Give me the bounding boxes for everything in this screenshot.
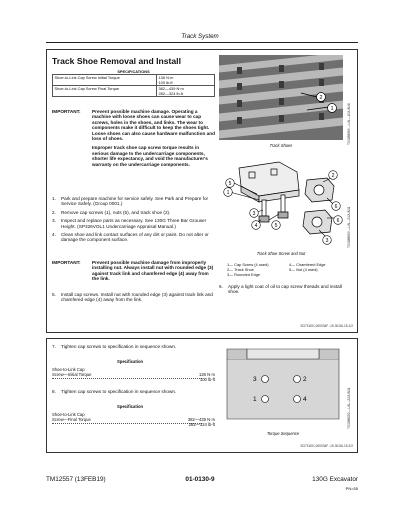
diagram-callout: 4 [254,223,258,229]
spec-value: 136 N·m [198,372,215,377]
spec-values [175,418,215,428]
sequence-number: 2 [303,376,307,383]
legend-item: 2— Track Shoe [227,267,254,272]
step-5 [52,292,217,303]
diagram-callout: 2 [331,173,335,179]
steps-list [52,196,217,246]
step-number: 3. [52,218,56,224]
spec-value: 382—439 N·m [187,417,215,422]
screw-nut-illustration [219,150,343,250]
spec-label-final: Shoe-to-Link Cap Screw Final Torque [53,86,157,97]
diagram-callout: 6 [334,204,338,210]
legend-item: 5— Nut (4 used) [289,267,318,272]
photo-image-id: TX1088889 —UN—19JUN18 [347,103,351,145]
screw-nut-diagram [219,150,343,250]
step-number: 4. [52,232,56,238]
spec-title: Specification [117,359,144,364]
torque-sequence-illustration [223,345,343,427]
torque-section [46,338,358,453]
reference-id: SG7130I1,000034F -19-30JUL15-2/2 [300,444,353,448]
reference-id: SG7130I1,000034F -19-30JUL15-1/2 [300,324,353,328]
diagram-callout: 6 [336,218,340,224]
important-lead: IMPORTANT: [52,109,81,114]
list-item [52,196,217,207]
diagram-callout: 5 [228,181,232,187]
torque-image-id: TX1088050 —UN—21JUN11 [347,387,351,429]
step-number: 8. [52,389,56,394]
spec-item: Shoe-to-Link Cap [52,412,85,417]
step-text: Install cap screws. Install nut with rounded edge (3) against track link and chamfered edge (4) away from the link. [61,292,213,303]
diagram-image-id: TX1088890 —UN—21JUN11 [347,206,351,248]
step-8 [52,389,217,394]
step-text: Tighten cap screws to specification in sequence shown. [61,344,177,349]
torque-caption: Torque Sequence [266,431,300,436]
step-text: Apply a light coat of oil to cap screw threads and install shoe. [228,284,342,295]
step-text: Park and prepare machine for service safely. See Park and Prepare for Service Safely. (Group 0001.) [61,196,209,207]
document-number: TM12557 (13FEB19) [46,476,106,483]
legend-right [289,262,349,272]
step-text: Tighten cap screws to specification in sequence shown. [61,389,177,394]
spec-value: 282—324 lb-ft [158,91,183,96]
sequence-number: 4 [303,396,307,403]
spec-line: Screw—Final Torque [52,418,202,424]
diagram-callout: 5 [274,223,278,229]
spec-label-initial: Shoe-to-Link Cap Screw Initial Torque [53,75,157,86]
model-name: 130G Excavator [312,476,358,483]
spec-item: Shoe-to-Link Cap [52,367,85,372]
spec-title: Specification [117,404,144,409]
important-text: Prevent possible machine damage from improperly installing nut. Always install nut with rounded edge (3) against track link and chamfered edge (4) away from the link. [92,260,214,282]
page-sub: PN=55 [345,486,358,491]
spec-line: Screw—Initial Torque [52,373,202,379]
step-6 [219,284,351,295]
photo-callout: 1 [330,106,334,112]
diagram-caption: Track Shoe Screw and Nut [256,251,306,256]
diagram-callout: 3 [252,211,256,217]
step-text: Inspect and replace parts as necessary. See 130G Three Bar Grouser Height. (SP326VOL1 Undercarriage Appraisal Manual.) [61,218,207,229]
step-number: 2. [52,209,56,215]
legend-item: 3— Rounded Edge [227,272,261,277]
procedure-section [46,49,358,333]
sequence-number: 1 [253,396,257,403]
step-number: 1. [52,196,56,201]
step-number: 7. [52,344,56,349]
spec-value: 136 N·m [158,75,174,80]
important-text: Prevent possible machine damage. Operating a machine with loose shoes can cause wear to cap screws, holes in the shoes, and links. The wear to components make it difficult to keep the shoes tight. Loose shoes can also cause hardware malfunction and loss of shoes. [92,109,215,142]
spec-value: 282—324 lb-ft [188,421,215,427]
procedure-title: Track Shoe Removal and Install [52,56,181,66]
list-item [52,210,217,215]
important-note-2 [52,260,217,282]
page-number: 01-0130-9 [185,476,215,483]
spec-table [52,69,215,97]
section-header: Track System [181,33,219,40]
list-item [52,232,217,243]
step-text: Clean shoe and link contact surfaces of any dirt or paint. Do not alter or damage the component surface. [61,232,209,243]
list-item [52,218,217,229]
track-shoes-photo [219,55,343,140]
diagram-callout: 3 [325,238,329,244]
photo-caption: Track Shoes [269,143,293,148]
step-number: 5. [52,292,56,297]
important-text-2: Improper track shoe cap screw torque results in serious damage to the undercarriage components, shorter life expectancy, and void the manufacturer's warranty on the undercarriage components. [92,145,208,167]
legend-item: 4— Chamfered Edge [289,262,326,267]
torque-sequence-diagram [223,345,343,427]
important-note-1 [52,109,217,167]
photo-callout: 2 [319,95,323,101]
important-lead: IMPORTANT: [52,260,81,265]
spec-value: 100 lb-ft [158,80,173,85]
track-shoes-image [219,55,343,140]
spec-value: 100 lb-ft [199,376,215,382]
spec-values-initial [157,75,215,86]
diagram-callout: 1 [226,190,230,196]
sequence-number: 3 [253,376,257,383]
step-number: 6. [219,284,223,289]
legend-item: 1— Cap Screw (4 used) [227,262,269,267]
legend-left [227,262,287,277]
spec-values [175,373,215,383]
header-rule [46,42,358,43]
step-7 [52,344,217,349]
spec-values-final [157,86,215,97]
spec-heading: SPECIFICATIONS [117,69,150,74]
step-text: Remove cap screws (1), nuts (5), and track shoe (2). [61,209,171,215]
spec-value: 382—439 N·m [158,86,184,91]
